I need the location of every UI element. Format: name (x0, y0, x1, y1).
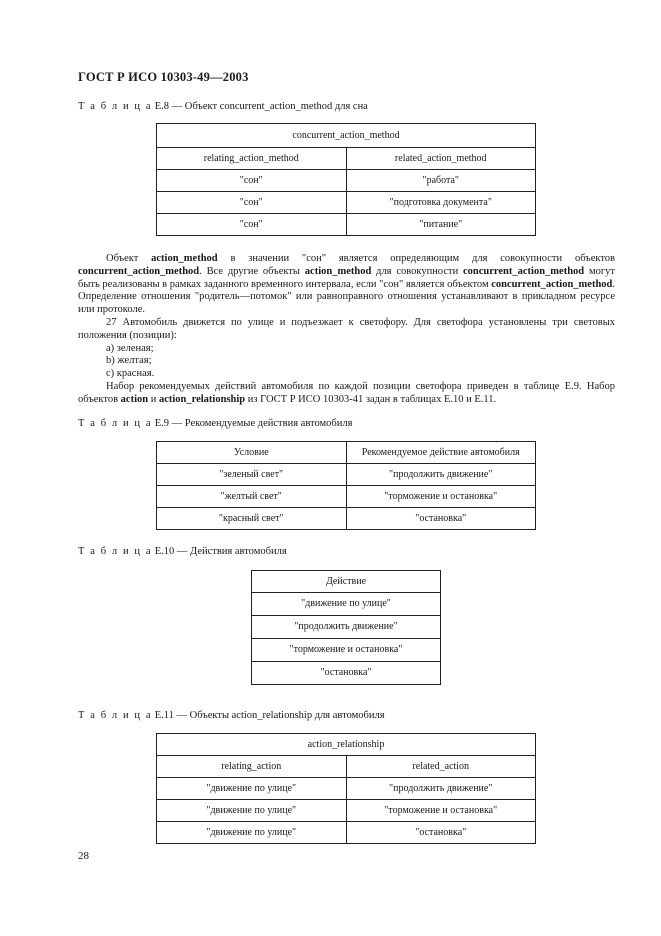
table-row (252, 662, 441, 685)
caption-prefix: Т а б л и ц а (78, 546, 153, 557)
term: concurrent_action_method (463, 265, 585, 277)
table-e9 (156, 441, 536, 530)
text-run: и (148, 393, 159, 405)
table-cell: "сон" (157, 214, 347, 236)
table-row (157, 486, 536, 508)
table-row (252, 639, 441, 662)
column-header: Рекомендуемое действие автомобиля (346, 442, 536, 464)
list-item: b) желтая; (106, 355, 152, 367)
table-cell: "сон" (157, 192, 347, 214)
table-e11-caption (78, 710, 385, 721)
table-row (157, 822, 536, 844)
table-cell: "торможение и остановка" (252, 639, 441, 662)
term: action (120, 393, 149, 405)
caption-prefix: Т а б л и ц а (78, 710, 153, 721)
text-run: Объект (106, 253, 152, 264)
table-cell: "продолжить движение" (346, 464, 536, 486)
column-header: relating_action (157, 756, 347, 778)
table-row (157, 778, 536, 800)
table-cell: "движение по улице" (157, 800, 347, 822)
body-text (78, 253, 615, 407)
page-number: 28 (78, 850, 89, 862)
page-header: ГОСТ Р ИСО 10303-49—2003 (78, 70, 249, 84)
table-cell: "красный свет" (157, 508, 347, 530)
paragraph-2: 27 Автомобиль движется по улице и подъезжает к светофору. Для светофора установлены три световых положения (позиции): (78, 316, 615, 341)
table-cell: "остановка" (346, 822, 536, 844)
column-header: related_action_method (346, 148, 536, 170)
table-cell: "торможение и остановка" (346, 800, 536, 822)
text-run: Набор рекомендуемых действий автомобиля по каждой позиции светофора приведен в таблице Е.9. Набор объектов (78, 380, 615, 405)
table-cell: "остановка" (346, 508, 536, 530)
table-e11 (156, 733, 536, 844)
table-cell: "продолжить движение" (252, 616, 441, 639)
table-cell: "движение по улице" (157, 778, 347, 800)
text-run: могут быть реализованы в рамках заданного временного интервала, если "сон" является объектом (78, 265, 615, 290)
caption-prefix: Т а б л и ц а (78, 418, 153, 429)
term: action_method (151, 253, 218, 264)
term: action_relationship (158, 393, 246, 405)
table-row (252, 616, 441, 639)
caption-text: Е.11 — Объекты action_relationship для автомобиля (152, 710, 385, 721)
text-run: для совокупности (371, 265, 464, 277)
paragraph-1 (78, 253, 615, 317)
term: action_method (304, 265, 372, 277)
column-header: relating_action_method (157, 148, 347, 170)
table-row (157, 170, 536, 192)
caption-text: Е.10 — Действия автомобиля (152, 546, 287, 557)
term: concurrent_action_method (78, 265, 200, 277)
table-cell: "сон" (157, 170, 347, 192)
column-header: Действие (252, 571, 441, 593)
table-e10 (251, 570, 441, 685)
text-run: в значении "сон" является определяющим для совокупности объектов (217, 253, 615, 264)
text-run: . Определение отношения "родитель—потомок" или равноправного отношения устанавливают в прикладном ресурсе или протоколе. (78, 278, 615, 316)
table-cell: "продолжить движение" (346, 778, 536, 800)
table-cell: "остановка" (252, 662, 441, 685)
column-header: Условие (157, 442, 347, 464)
text-run: . Все другие объекты (199, 265, 305, 277)
table-title: concurrent_action_method (157, 124, 536, 148)
table-row (252, 593, 441, 616)
table-cell: "желтый свет" (157, 486, 347, 508)
list-item: c) красная. (106, 368, 155, 380)
table-row (157, 464, 536, 486)
table-row (157, 800, 536, 822)
caption-text: Е.9 — Рекомендуемые действия автомобиля (152, 418, 353, 429)
term: concurrent_action_method (491, 278, 613, 290)
caption-text: Е.8 — Объект concurrent_action_method для сна (152, 101, 368, 112)
table-cell: "подготовка документа" (346, 192, 536, 214)
table-row (157, 508, 536, 530)
table-cell: "движение по улице" (252, 593, 441, 616)
column-header: related_action (346, 756, 536, 778)
table-row (157, 192, 536, 214)
table-e8-caption (78, 101, 368, 112)
table-e9-caption (78, 418, 352, 429)
caption-prefix: Т а б л и ц а (78, 101, 153, 112)
text-run: из ГОСТ Р ИСО 10303-41 задан в таблицах Е.10 и Е.11. (245, 393, 497, 405)
table-row (157, 214, 536, 236)
paragraph-3 (78, 381, 615, 407)
table-e10-caption (78, 546, 287, 557)
table-cell: "торможение и остановка" (346, 486, 536, 508)
list-item: a) зеленая; (106, 342, 154, 354)
table-cell: "зеленый свет" (157, 464, 347, 486)
table-e8 (156, 123, 536, 236)
table-cell: "питание" (346, 214, 536, 236)
table-cell: "движение по улице" (157, 822, 347, 844)
table-cell: "работа" (346, 170, 536, 192)
table-title: action_relationship (157, 734, 536, 756)
